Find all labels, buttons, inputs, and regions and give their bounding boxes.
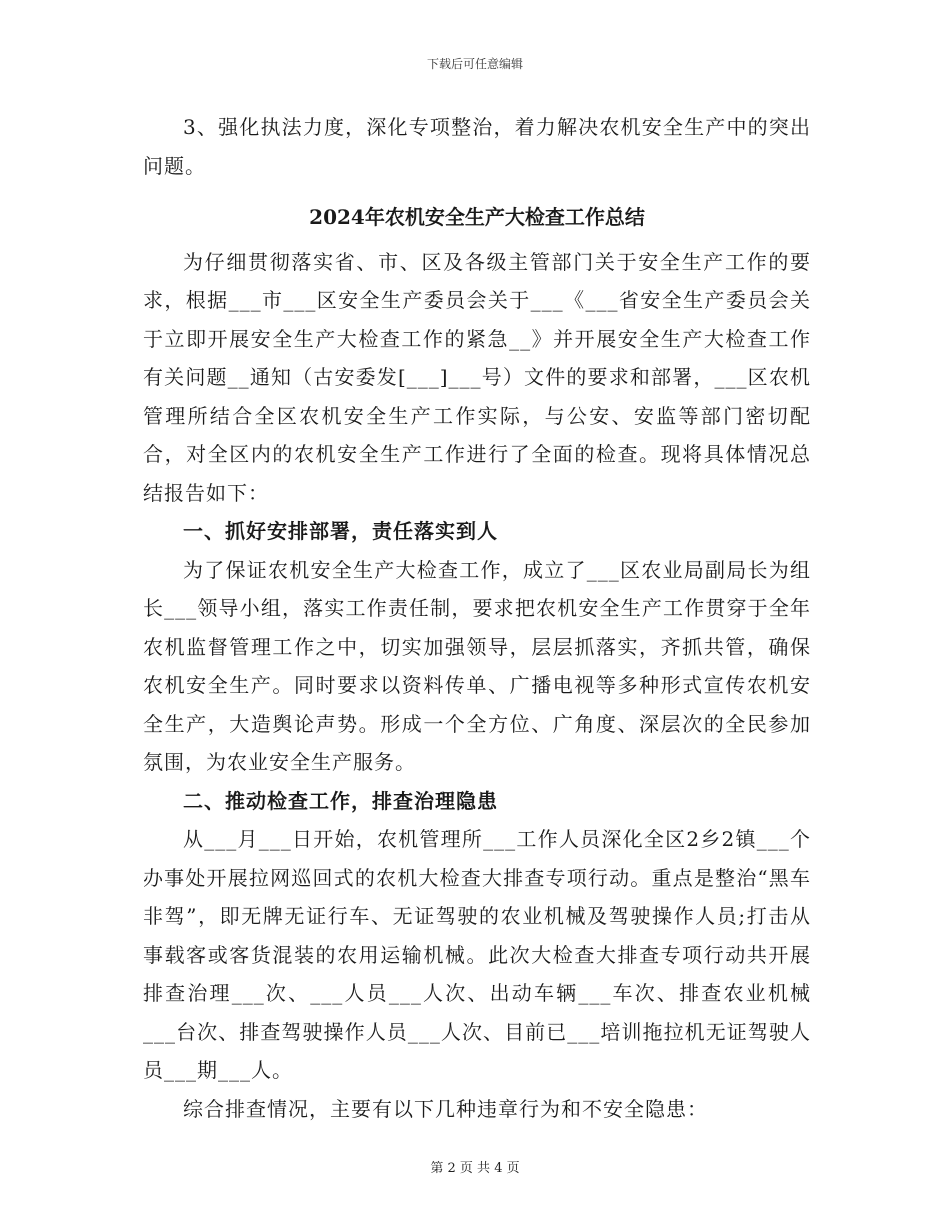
paragraph-section-1: 为了保证农机安全生产大检查工作，成立了___区农业局副局长为组长___领导小组，落实工作责任制，要求把农机安全生产工作贯穿于全年农机监督管理工作之中，切实加强领导，层层抓落实，齐抓共管，确保农机安全生产。同时要求以资料传单、广播电视等多种形式宣传农机安全生产，大造舆论声势。形成一个全方位、广角度、深层次的全民参加氛围，为农业安全生产服务。 (143, 557, 811, 774)
document-body (143, 108, 811, 1128)
section-heading-1: 一、抓好安排部署，责任落实到人 (183, 519, 498, 543)
page-header: 下载后可任意编辑 (426, 57, 523, 71)
page-number-footer: 第 2 页 共 4 页 (430, 1161, 520, 1176)
intro-item-paragraph: 3、强化执法力度，深化专项整治，着力解决农机安全生产中的突出问题。 (143, 115, 811, 178)
section-heading-2: 二、推动检查工作，排查治理隐患 (183, 788, 498, 813)
paragraph-summary: 综合排查情况，主要有以下几种违章行为和不安全隐患： (183, 1096, 708, 1121)
paragraph-section-2: 从___月___日开始，农机管理所___工作人员深化全区2乡2镇___个办事处开展拉网巡回式的农机大检查大排查专项行动。重点是整治“黑车非驾”，即无牌无证行车、无证驾驶的农业机械及驾驶操作人员;打击从事载客或客货混装的农用运输机械。此次大检查大排查专项行动共开展排查治理___次、___人员___人次、出动车辆___车次、排查农业机械___台次、排查驾驶操作人员___人次、目前已___培训拖拉机无证驾驶人员___期___人。 (143, 827, 811, 1082)
paragraph-intro: 为仔细贯彻落实省、市、区及各级主管部门关于安全生产工作的要求，根据___市___区安全生产委员会关于___《___省安全生产委员会关于立即开展安全生产大检查工作的紧急__》并开展安全生产大检查工作有关问题__通知（古安委发[___]___号）文件的要求和部署，___区农机管理所结合全区农机安全生产工作实际，与公安、安监等部门密切配合，对全区内的农机安全生产工作进行了全面的检查。现将具体情况总结报告如下： (143, 249, 811, 505)
document-title: 2024年农机安全生产大检查工作总结 (309, 205, 645, 229)
